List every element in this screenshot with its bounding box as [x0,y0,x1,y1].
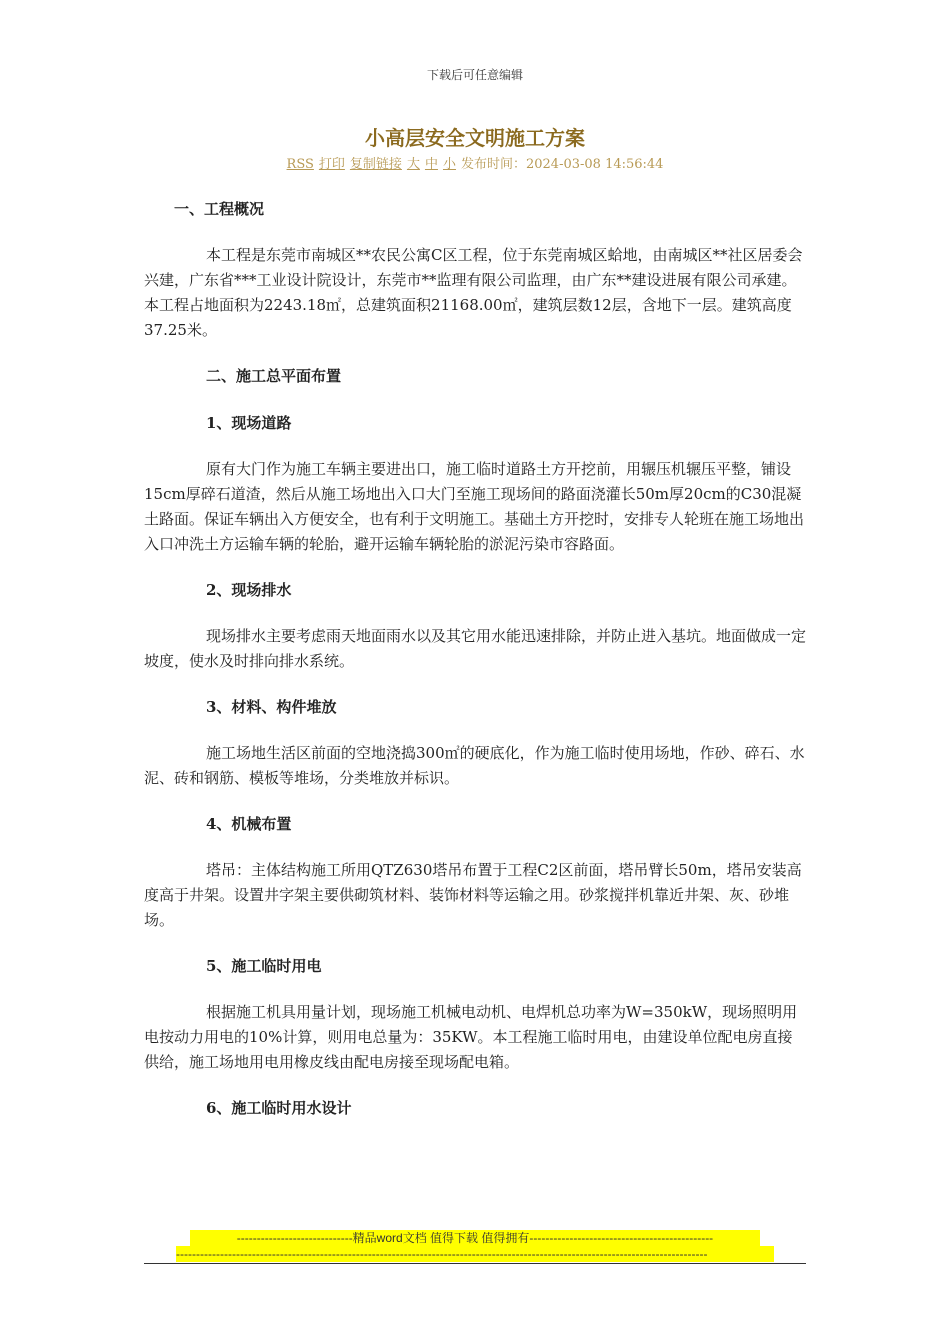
copy-link[interactable]: 复制链接 [349,157,402,172]
font-medium-link[interactable]: 中 [424,157,438,172]
paragraph: 原有大门作为施工车辆主要进出口，施工临时道路土方开挖前，用辗压机辗压平整，铺设15cm厚碎石道渣，然后从施工场地出入口大门至施工现场间的路面浇灌长50m厚20cm的C30混凝土路面。保证车辆出入方便安全，也有利于文明施工。基础土方开挖时，安排专人轮班在施工场地出入口冲洗土方运输车辆的轮胎，避开运输车辆轮胎的淤泥污染市容路面。 [144,460,805,553]
paragraph: 现场排水主要考虑雨天地面雨水以及其它用水能迅速排除，并防止进入基坑。地面做成一定坡度，使水及时排向排水系统。 [144,627,807,670]
section-heading: 一、工程概况 [174,200,265,218]
paragraph: 根据施工机具用量计划，现场施工机械电动机、电焊机总功率为W=350kW，现场照明用电按动力用电的10%计算，则用电总量为：35KW。本工程施工临时用电，由建设单位配电房直接供给，施工场地用电用橡皮线由配电房接至现场配电箱。 [144,1003,798,1071]
subsection-heading: 3、材料、构件堆放 [206,698,337,716]
article-body [144,196,806,1121]
font-large-link[interactable]: 大 [406,157,420,172]
top-note: 下载后可任意编辑 [426,68,523,82]
page-title: 小高层安全文明施工方案 [365,126,585,150]
section-heading: 二、施工总平面布置 [206,367,342,385]
subsection-heading: 5、施工临时用电 [206,957,322,975]
subsection-heading: 1、现场道路 [206,414,292,432]
paragraph: 本工程是东莞市南城区**农民公寓C区工程，位于东莞南城区蛤地，由南城区**社区居委会兴建，广东省***工业设计院设计，东莞市**监理有限公司监理，由广东**建设进展有限公司承建。本工程占地面积为2243.18㎡，总建筑面积21168.00㎡，建筑层数12层，含地下一层。建筑高度37.25米。 [144,246,803,339]
rss-link[interactable]: RSS [286,157,314,172]
subsection-heading: 2、现场排水 [206,581,292,599]
article-meta-bar [0,153,950,172]
subsection-heading: 4、机械布置 [206,815,292,833]
font-small-link[interactable]: 小 [442,157,456,172]
print-link[interactable]: 打印 [318,157,345,172]
publish-time: 发布时间：2024-03-08 14:56:44 [460,157,664,172]
subsection-heading: 6、施工临时用水设计 [206,1099,352,1117]
paragraph: 塔吊：主体结构施工所用QTZ630塔吊布置于工程C2区前面，塔吊臂长50m，塔吊安装高度高于井架。设置井字架主要供砌筑材料、装饰材料等运输之用。砂浆搅拌机靠近井架、灰、砂堆场。 [144,861,802,929]
footer-banner-line-2: ------------------------------------------------------------------------------------------------------------------------------------- [176,1246,774,1262]
footer-divider [144,1263,806,1264]
paragraph: 施工场地生活区前面的空地浇捣300㎡的硬底化，作为施工临时使用场地，作砂、碎石、水泥、砖和钢筋、模板等堆场，分类堆放并标识。 [144,744,805,787]
footer-banner-line-1: -----------------------------精品word文档 值得下载 值得拥有---------------------------------------------- [190,1230,760,1246]
